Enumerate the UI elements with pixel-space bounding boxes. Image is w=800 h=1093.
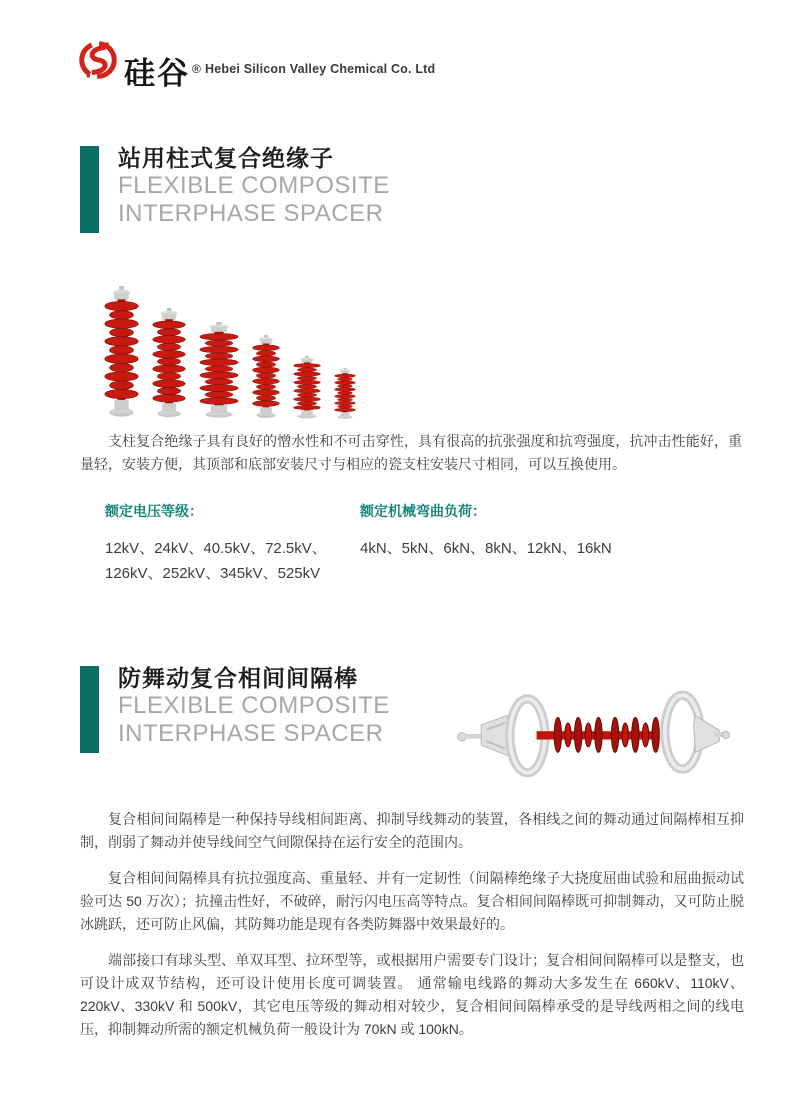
section1-title-en-line2: INTERPHASE SPACER <box>118 200 384 227</box>
rated-voltage-spec <box>105 501 355 586</box>
section2-paragraph-2: 复合相间间隔棒具有抗拉强度高、重量轻、并有一定韧性（间隔棒绝缘子大挠度屈曲试验和屈曲振动试验可达 50 万次）；抗撞击性好，不破碎，耐污闪电压高等特点。复合相间间隔棒既可抑制舞动，又可防止脱冰跳跃，还可防止风偏，其防舞功能是现有各类防舞器中效果最好的。 <box>80 870 744 932</box>
rated-voltage-values-line1: 12kV、24kV、40.5kV、72.5kV、 <box>105 540 327 557</box>
section1-title-cn: 站用柱式复合绝缘子 <box>118 145 334 171</box>
post-insulator-image-6 <box>334 368 356 420</box>
post-insulator-image-2 <box>152 308 186 420</box>
rated-voltage-values-line2: 126kV、252kV、345kV、525kV <box>105 565 321 582</box>
rated-bending-load-spec <box>360 501 700 561</box>
section2-description-block <box>80 808 744 1054</box>
registered-trademark-symbol: ® <box>192 61 203 76</box>
rated-bending-load-label: 额定机械弯曲负荷： <box>360 503 486 519</box>
section1-description: 支柱复合绝缘子具有良好的憎水性和不可击穿性，具有很高的抗张强度和抗弯强度，抗冲击性能好，重量轻，安装方便，其顶部和底部安装尺寸与相应的瓷支柱安装尺寸相同，可以互换使用。 <box>80 433 742 472</box>
section1-title-en-line1: FLEXIBLE COMPOSITE <box>118 172 390 199</box>
rated-voltage-label: 额定电压等级： <box>105 503 203 519</box>
post-insulator-image-5 <box>293 356 321 420</box>
post-insulator-image-3 <box>199 322 239 420</box>
section1-accent-bar <box>80 146 99 233</box>
section2-title-cn: 防舞动复合相间间隔棒 <box>118 665 358 691</box>
post-insulator-product-photos <box>104 283 404 420</box>
section2-accent-bar <box>80 666 99 753</box>
brand-name-cn: 硅谷 ® <box>124 56 203 91</box>
rated-bending-load-values: 4kN、5kN、6kN、8kN、12kN、16kN <box>360 540 612 557</box>
section2-title-en-line1: FLEXIBLE COMPOSITE <box>118 692 390 719</box>
company-logo-icon <box>78 40 118 80</box>
post-insulator-image-4 <box>252 335 280 420</box>
brand-company-name-en: Hebei Silicon Valley Chemical Co. Ltd <box>205 62 436 76</box>
section2-title-en-line2: INTERPHASE SPACER <box>118 720 384 747</box>
post-insulator-image-1 <box>104 286 139 420</box>
section2-paragraph-1: 复合相间间隔棒是一种保持导线相间距离、抑制导线舞动的装置，各相线之间的舞动通过间隔棒相互抑制，削弱了舞动并使导线间空气间隙保持在运行安全的范围内。 <box>80 811 744 850</box>
section2-paragraph-3: 端部接口有球头型、单双耳型、拉环型等，或根据用户需要专门设计；复合相间间隔棒可以是整支，也可设计成双节结构，还可设计使用长度可调装置。 通常输电线路的舞动大多发生在 660kV、110kV、220kV、330kV 和 500kV，其它电压等级的舞动相对较少，复合相间间隔棒承受的是导线两相之间的线电压，抑制舞动所需的额定机械负荷一般设计为 70kN 或 100kN。 <box>80 952 744 1037</box>
interphase-spacer-product-photo <box>448 686 736 782</box>
